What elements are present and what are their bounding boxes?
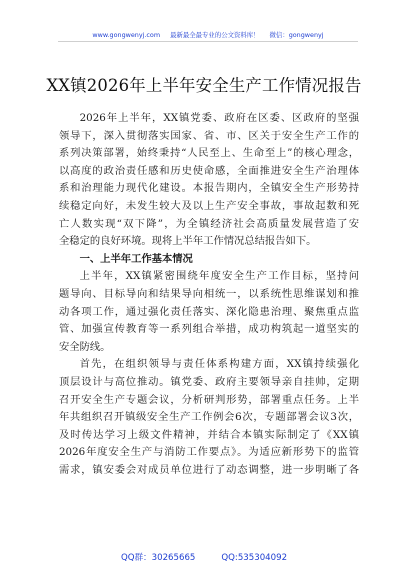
body-line: 2026年度安全生产与消防工作要点》。为适应新形势下的监管	[59, 446, 359, 459]
body-line: 召开安全生产专题会议，分析研判形势，部署重点任务。上半	[59, 393, 359, 406]
body-line: 系列决策部署，始终秉持“人民至上、生命至上”的核心理念，	[59, 147, 359, 160]
body-line: 顶层设计与高位推动。镇党委、政府主要领导亲自挂帅，定期	[59, 375, 359, 388]
body-line: 首先，在组织领导与责任体系构建方面，XX镇持续强化	[79, 358, 359, 371]
header-site-link[interactable]: www.gongwenyj.com	[92, 31, 161, 39]
footer-qq: QQ:535304092	[221, 553, 288, 563]
body-line: 需求，镇安委会对成员单位进行了动态调整，进一步明晰了各	[59, 463, 359, 476]
body-line: 及时传达学习上级文件精神，并结合本镇实际制定了《XX镇	[59, 428, 359, 441]
body-line: 题导向、目标导向和结果导向相统一，以系统性思维谋划和推	[59, 287, 359, 300]
body-line: 管、加强宣传教育等一系列组合举措，成功构筑起一道坚实的	[59, 323, 359, 336]
header-divider	[58, 41, 358, 42]
document-title: XX镇2026年上半年安全生产工作情况报告	[46, 76, 362, 95]
body-line: 领导下，深入贯彻落实国家、省、市、区关于安全生产工作的	[59, 129, 359, 142]
body-line: 上半年，XX镇紧密围绕年度安全生产工作目标，坚持问	[79, 270, 359, 283]
body-line: 续稳定向好，未发生较大及以上生产安全事故，事故起数和死	[59, 199, 359, 212]
body-line: 亡人数实现“双下降”，为全镇经济社会高质量发展营造了安	[59, 217, 359, 230]
body-line: 安全防线。	[59, 340, 111, 353]
header-wechat: 微信：gongwenyj	[269, 31, 324, 39]
footer-qq-group: QQ群：30265665	[120, 553, 196, 563]
body-line: 全稳定的良好环境。现将上半年工作情况总结报告如下。	[59, 235, 317, 248]
page-footer	[0, 551, 408, 563]
header-slogan: 最新最全最专业的公文资料库！	[170, 31, 260, 39]
body-line: 年共组织召开镇级安全生产工作例会6次，专题部署会议3次，	[59, 411, 359, 424]
body-line: 以高度的政治责任感和历史使命感，全面推进安全生产治理体	[59, 164, 359, 177]
document-body	[59, 110, 359, 479]
page-header	[58, 30, 358, 39]
section-heading: 一、上半年工作基本情况	[79, 252, 193, 265]
body-line: 2026年上半年，XX镇党委、政府在区委、区政府的坚强	[79, 112, 359, 124]
body-line: 系和治理能力现代化建设。本报告期内，全镇安全生产形势持	[59, 182, 359, 195]
body-line: 动各项工作，通过强化责任落实、深化隐患治理、聚焦重点监	[59, 305, 359, 318]
